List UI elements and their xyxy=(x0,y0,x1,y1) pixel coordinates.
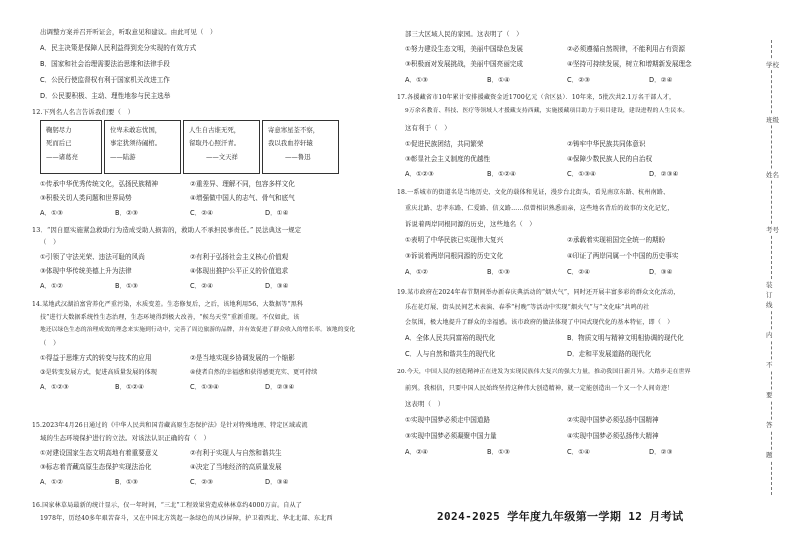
q12-stem: 12.下列名人名言告诉我们要（ ） xyxy=(32,108,135,116)
q14-choice-b: B．①②④ xyxy=(115,383,144,391)
q13-option-4: ④体现出推护公平正义的价值追求 xyxy=(190,267,289,275)
q14-stem-line-3: 地还以绿色生态的治理成效的理念来实施到行动中，完善了周边旅游的品牌，并有效促进了群众收入的增长率。该地的变化 xyxy=(40,327,356,333)
fold-label-class: 班级 xyxy=(766,116,779,124)
q17-option-3: ③彰显社会主义制度的优越性 xyxy=(405,155,491,163)
quote-box-3 xyxy=(183,120,260,174)
q17-choice-d: D．②③④ xyxy=(649,170,679,178)
q17-option-4: ④保障少数民族人民的自治权 xyxy=(567,155,653,163)
q17-stem-line-1: 17.各援藏省市10年累计安排援藏资金近1700亿元（含区县）．10年来，5批次共2.1万名干部人才， xyxy=(397,94,676,101)
q11-option-c: C．公民行使监督权有利于国家机关改进工作 xyxy=(40,76,170,84)
q18-choice-b: B．①③ xyxy=(487,268,510,276)
q11-option-d: D．公民要积极、主动、理性地参与民主选举 xyxy=(40,92,171,100)
q19-option-d: D．走和平发展道路的现代化 xyxy=(567,350,652,358)
q15-choice-a: A．①② xyxy=(40,478,63,486)
q16-choice-c: C．②③ xyxy=(567,76,591,84)
fold-label-1: 内 xyxy=(766,331,773,339)
q17-choice-b: B．①②④ xyxy=(487,170,516,178)
fold-label-2: 不 xyxy=(766,361,773,369)
q12-option-4: ④增强做中国人的志气、骨气和底气 xyxy=(190,194,295,202)
q18-stem-line-1: 18.一系城市的街道名是当地历史、文化的载体和见证，漫步台北街头，看见南京东路、杭州南路、 xyxy=(397,189,670,196)
q15-choice-c: C．②③ xyxy=(190,478,214,486)
q18-option-4: ④印证了两岸同属一个中国的历史事实 xyxy=(567,252,679,260)
q14-option-2: ②是当地实现乡协调发展的一个缩影 xyxy=(190,354,295,362)
q17-choice-a: A．①②③ xyxy=(405,170,434,178)
q18-choice-d: D．③④ xyxy=(649,268,673,276)
q13-option-3: ③体现中华传统美德上升为法律 xyxy=(40,267,132,275)
q20-stem-line-2: 前列。我相信，只要中国人民始终坚持这种伟大创造精神，就一定能创造出一个又一个人间奇迹！ xyxy=(405,385,674,392)
q20-stem-line-3: 这表明（ ） xyxy=(405,400,445,408)
quote-box-4 xyxy=(262,120,339,174)
q19-stem-line-2: 乐在花灯展、街头民间艺术表演、春季“村晚”等活动中实现“烟火气”与“文化味”共鸣的社 xyxy=(405,304,650,311)
q20-choice-b: B．①③ xyxy=(487,448,510,456)
q20-option-1: ①实现中国梦必须走中国道路 xyxy=(405,416,491,424)
q12-choice-c: C．②④ xyxy=(190,209,214,217)
q17-stem-line-2: 9万余名教育、科技、医疗等领域人才援藏支持西藏，实施援藏项目助力于项目建设，建设进程的人生民本。 xyxy=(405,108,689,114)
quote-1-author: ——诸葛亮 xyxy=(46,153,78,161)
quote-3-author: ——文天祥 xyxy=(206,153,238,161)
q20-choice-a: A．②④ xyxy=(405,448,428,456)
q16-option-4: ④坚持可持续发展，树立和增期新发展理念 xyxy=(567,60,692,68)
q18-option-3: ③诉说着两岸同根同源的历史文化 xyxy=(405,252,504,260)
q19-option-b: B．物质文明与精神文明相协调的现代化 xyxy=(567,334,684,342)
q11-option-a: A．民主决策是保障人民利益得到充分实现的有效方式 xyxy=(40,44,197,52)
q16-choice-a: A．①③ xyxy=(405,76,428,84)
q15-choice-b: B．①③ xyxy=(115,478,138,486)
fold-label-3: 要 xyxy=(766,391,773,399)
quote-4-line-1: 寄意寒星荃不察， xyxy=(268,126,320,134)
q13-choice-b: B．①③ xyxy=(115,282,138,290)
q18-option-1: ①表明了中华民族已实现伟大复兴 xyxy=(405,236,504,244)
q18-option-2: ②承载着实现祖国完全统一的期盼 xyxy=(567,236,666,244)
q16-option-3: ③积极面对发展挑战，美丽中国亮丽完成 xyxy=(405,60,524,68)
q15-stem-line-1: 15.2023年4月26日通过的《中华人民共和国青藏高原生态保护法》是针对特殊地理、特定区域或流 xyxy=(32,422,308,429)
q18-stem-line-2: 重庆北路、忠孝东路、仁爱路、信义路……似曾相识熟悉而亲，这些地名背后的故事的文化记忆， xyxy=(405,205,674,212)
fold-label-id: 考号 xyxy=(766,226,779,234)
q15-option-4: ④决定了当地经济的高质量发展 xyxy=(190,463,282,471)
q14-stem-line-4: （ ） xyxy=(40,339,60,347)
q12-choice-b: B．②③ xyxy=(115,209,138,217)
fold-label-binding: 装订线 xyxy=(766,281,773,309)
q20-option-2: ②实现中国梦必须弘扬中国精神 xyxy=(567,416,659,424)
q14-stem-line-2: 技”进行大数据系统性生态治理，生态环境得到极大改善，“候鸟天堂”重新重现。不仅如此，该 xyxy=(40,314,300,321)
q15-option-1: ①对建设国家生态文明高地有着重要意义 xyxy=(40,449,159,457)
q16-stem-line-1: 16.国家林草局最新的统计显示，仅一年时间，“三北”工程效果营造成林林草约4000万亩。自从了 xyxy=(32,502,303,509)
quote-3-line-2: 留取丹心照汗青。 xyxy=(189,139,241,147)
q13-choice-d: D．③④ xyxy=(265,282,289,290)
q15-choice-d: D．③④ xyxy=(265,478,289,486)
q14-option-1: ①得益于思维方式的转变与技术的应用 xyxy=(40,354,152,362)
q19-option-a: A．全体人民共同富裕的现代化 xyxy=(405,334,496,342)
quote-1-line-2: 死而后已 xyxy=(46,139,72,147)
q16-stem-tail: 部三大区域人民的家园。这表明了（ ） xyxy=(405,30,523,38)
q13-stem-line-2: （ ） xyxy=(40,238,60,246)
fold-label-school: 学校 xyxy=(766,61,779,69)
q16-option-2: ②必须遵循自然规律，不能利用占有资源 xyxy=(567,45,686,53)
q13-choice-a: A．①② xyxy=(40,282,63,290)
q14-stem-line-1: 14.某地武汉湖泊富营养化严重污染，水质变差。生态修复后，之后，该地利用56、大数据等“黑科 xyxy=(32,301,304,308)
q20-option-4: ④实现中国梦必须弘扬伟大精神 xyxy=(567,432,659,440)
q15-stem-line-2: 域的生态环境保护进行的立法。对该法认识正确的有（ ） xyxy=(40,434,211,442)
quote-2-line-1: 位卑未敢忘忧国， xyxy=(110,126,162,134)
q17-option-1: ①促进民族团结，共同繁荣 xyxy=(405,140,484,148)
q13-option-1: ①引领了守法光荣、违法可耻的风尚 xyxy=(40,253,145,261)
q15-option-2: ②有利于实现人与自然和谐共生 xyxy=(190,449,282,457)
q17-option-2: ②铸牢中华民族共同体意识 xyxy=(567,140,646,148)
quote-4-line-2: 我以我血荐轩辕 xyxy=(268,139,313,147)
q16-stem-line-2: 1978年，历经40多年艰苦奋斗，又在中国北方筑起一条绿色的风沙屏障，护卫着西北、华北北部、东北西 xyxy=(40,515,333,522)
exam-title: 2024-2025 学年度九年级第一学期 12 月考试 xyxy=(437,510,684,523)
quote-3-line-1: 人生自古谁无死， xyxy=(189,126,241,134)
q19-option-c: C．人与自然和谐共生的现代化 xyxy=(405,350,496,358)
quote-1-line-1: 鞠躬尽力 xyxy=(46,126,72,134)
fold-label-5: 题 xyxy=(766,451,773,459)
q13-option-2: ②有利于弘扬社会主义核心价值观 xyxy=(190,253,289,261)
q14-choice-d: D．②③④ xyxy=(265,383,295,391)
q20-option-3: ③实现中国梦必须凝聚中国力量 xyxy=(405,432,497,440)
quote-box-2 xyxy=(104,120,181,174)
q14-choice-c: C．①③④ xyxy=(190,383,219,391)
q16-option-1: ①努力建设生态文明，美丽中国绿色发展 xyxy=(405,45,524,53)
q16-choice-b: B．①④ xyxy=(487,76,510,84)
q18-stem-line-3: 诉说着两岸同根同源的历史，这些地名（ ） xyxy=(405,220,536,228)
q20-choice-d: D．②③ xyxy=(649,448,673,456)
q18-choice-a: A．①② xyxy=(405,268,428,276)
fold-label-name: 姓名 xyxy=(766,171,779,179)
q12-choice-a: A．①③ xyxy=(40,209,63,217)
q20-stem-line-1: 20.今天，中国人民的创造精神正在迸发为实现民族伟大复兴的强大力量，推动我国日新月异。大踏步走在世界 xyxy=(397,369,691,375)
q18-choice-c: C．②④ xyxy=(567,268,591,276)
q13-choice-c: C．②④ xyxy=(190,282,214,290)
q13-stem-line-1: 13．“因自愿实施紧急救助行为造成受助人损害的，救助人不承担民事责任。” 民法典这一规定 xyxy=(32,226,302,234)
q17-choice-c: C．①③④ xyxy=(567,170,596,178)
q14-choice-a: A．①②③ xyxy=(40,383,69,391)
q11-stem-tail: 出调整方案并召开听证会，听取意见和建议。由此可见（ ） xyxy=(40,28,217,36)
q12-option-2: ②重差异、理解不同，包容多样文化 xyxy=(190,180,295,188)
q20-choice-c: C．①④ xyxy=(567,448,591,456)
fold-label-4: 答 xyxy=(766,421,773,429)
quote-2-line-2: 事定犹须待阖棺。 xyxy=(110,139,162,147)
q17-stem-line-3: 这有利于（ ） xyxy=(405,124,451,132)
quote-4-author: ——鲁迅 xyxy=(285,153,311,161)
q15-option-3: ③标志着青藏高原生态保护实现法治化 xyxy=(40,463,152,471)
q16-choice-d: D．②④ xyxy=(649,76,673,84)
q14-option-4: ④使者自然的幸福感和获得感更充实、更可持续 xyxy=(190,369,318,376)
q19-stem-line-3: 会氛围，极大地提升了群众的幸福感。该市政府的做法体现了中国式现代化的基本特征，即（ ） xyxy=(405,319,674,326)
q12-option-1: ①传承中华优秀传统文化，弘扬民族精神 xyxy=(40,180,159,188)
quote-2-author: ——陆游 xyxy=(110,153,136,161)
q19-stem-line-1: 19.某市政府在2024年春节期间举办新春庆典活动的“烟火气”，同时还开展丰富多彩的群众文化活动， xyxy=(397,289,680,296)
quote-box-1 xyxy=(40,120,102,174)
q14-option-3: ③是转变发展方式，促进高质量发展的体现 xyxy=(40,369,157,376)
q12-choice-d: D．①④ xyxy=(265,209,289,217)
q11-option-b: B．国家和社会治理需要法治思维和法律手段 xyxy=(40,60,170,68)
q12-option-3: ③积极关切人类问题和世界局势 xyxy=(40,194,132,202)
